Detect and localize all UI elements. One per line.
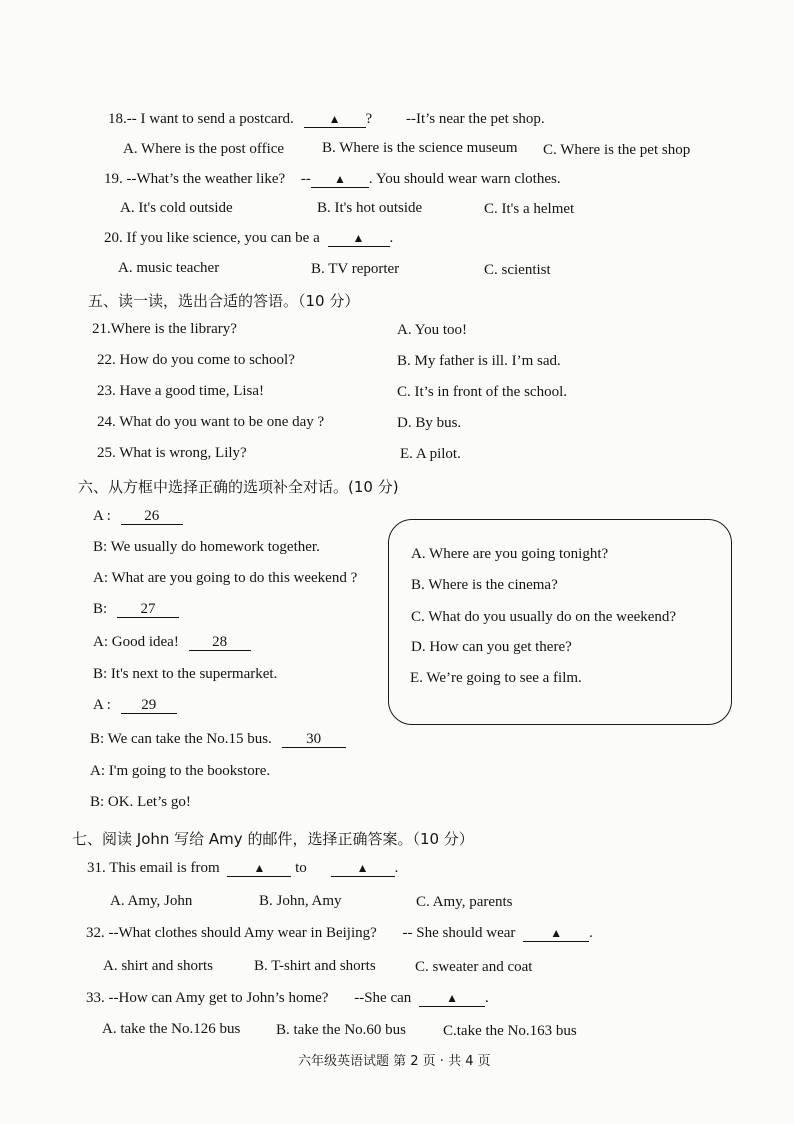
q33-stem: 33. --How can Amy get to John’s home?	[86, 990, 329, 1006]
s5-question-24: 24. What do you want to be one day ?	[97, 414, 325, 430]
box-option-d[interactable]: D. How can you get there?	[411, 639, 572, 655]
q33-option-a[interactable]: A. take the No.126 bus	[102, 1021, 241, 1037]
dialog-line-8	[90, 731, 346, 748]
q20-blank[interactable]: ▲	[328, 230, 390, 247]
question-20	[104, 230, 393, 247]
q33-response: --She can	[354, 990, 412, 1006]
question-19	[104, 171, 561, 188]
q32-stem: 32. --What clothes should Amy wear in Beijing?	[86, 925, 377, 941]
q32-option-c[interactable]: C. sweater and coat	[415, 959, 533, 975]
q32-option-a[interactable]: A. shirt and shorts	[103, 958, 213, 974]
dialog-speaker: B:	[93, 601, 108, 617]
dialog-line-9: A: I'm going to the bookstore.	[90, 763, 271, 779]
q32-option-b[interactable]: B. T-shirt and shorts	[254, 958, 376, 974]
s5-answer-d[interactable]: D. By bus.	[397, 415, 462, 431]
dialog-speaker: A :	[93, 508, 111, 524]
dialog-speaker: A :	[93, 697, 111, 713]
s5-question-25: 25. What is wrong, Lily?	[97, 445, 247, 461]
q31-mid: to	[295, 860, 307, 876]
q33-option-b[interactable]: B. take the No.60 bus	[276, 1022, 406, 1038]
q32-after: .	[589, 925, 593, 941]
dialog-line-4	[93, 601, 179, 618]
dialog-line-3: A: What are you going to do this weekend ?	[93, 570, 358, 586]
q31-option-a[interactable]: A. Amy, John	[110, 893, 193, 909]
s5-answer-e[interactable]: E. A pilot.	[400, 446, 461, 462]
q20-after: .	[389, 230, 394, 246]
s5-question-22: 22. How do you come to school?	[97, 352, 295, 368]
box-option-e[interactable]: E. We’re going to see a film.	[410, 670, 582, 686]
q20-option-c[interactable]: C. scientist	[484, 262, 551, 278]
box-option-c[interactable]: C. What do you usually do on the weekend?	[411, 609, 677, 625]
q18-response: --It’s near the pet shop.	[405, 111, 545, 127]
box-option-b[interactable]: B. Where is the cinema?	[411, 577, 558, 593]
q19-stem: 19. --What’s the weather like?	[104, 171, 286, 187]
box-option-a[interactable]: A. Where are you going tonight?	[411, 546, 609, 562]
q19-option-b[interactable]: B. It's hot outside	[317, 200, 423, 216]
question-31	[87, 860, 398, 877]
q18-stem: 18.-- I want to send a postcard.	[108, 111, 294, 127]
q18-after: ?	[365, 111, 373, 127]
q31-option-c[interactable]: C. Amy, parents	[416, 894, 513, 910]
q18-option-c[interactable]: C. Where is the pet shop	[543, 142, 691, 158]
q33-option-c[interactable]: C.take the No.163 bus	[443, 1023, 577, 1039]
q32-response: -- She should wear	[402, 925, 516, 941]
q31-blank-2[interactable]: ▲	[331, 860, 395, 877]
s5-answer-a[interactable]: A. You too!	[397, 322, 468, 338]
question-32	[86, 925, 593, 942]
q18-option-b[interactable]: B. Where is the science museum	[322, 140, 518, 156]
dialog-speaker: A: Good idea!	[93, 634, 179, 650]
dialog-line-2: B: We usually do homework together.	[93, 539, 320, 555]
dialog-line-10: B: OK. Let’s go!	[90, 794, 191, 810]
q33-after: .	[485, 990, 489, 1006]
section-5-title: 五、读一读，选出合适的答语。（10 分）	[88, 292, 360, 310]
question-33	[86, 990, 489, 1007]
dialog-blank-29[interactable]: 29	[121, 697, 177, 714]
q19-blank[interactable]: ▲	[311, 171, 369, 188]
s5-question-21: 21.Where is the library?	[92, 321, 237, 337]
dialog-line-5	[93, 634, 251, 651]
q19-option-a[interactable]: A. It's cold outside	[120, 200, 233, 216]
q19-after: . You should wear warn clothes.	[368, 171, 561, 187]
page-footer: 六年级英语试题 第 2 页 · 共 4 页	[298, 1054, 491, 1069]
q19-dash: --	[300, 171, 311, 187]
q18-blank[interactable]: ▲	[304, 111, 366, 128]
q18-option-a[interactable]: A. Where is the post office	[123, 141, 285, 157]
q20-stem: 20. If you like science, you can be a	[104, 230, 320, 246]
s5-answer-c[interactable]: C. It’s in front of the school.	[397, 384, 567, 400]
s5-answer-b[interactable]: B. My father is ill. I’m sad.	[397, 353, 561, 369]
dialog-text: B: We can take the No.15 bus.	[90, 731, 272, 747]
dialog-blank-27[interactable]: 27	[117, 601, 179, 618]
q20-option-b[interactable]: B. TV reporter	[311, 261, 400, 277]
q32-blank[interactable]: ▲	[523, 925, 589, 942]
section-6-title: 六、从方框中选择正确的选项补全对话。(10 分)	[78, 478, 399, 496]
section-7-title: 七、阅读 John 写给 Amy 的邮件，选择正确答案。（10 分）	[72, 830, 474, 848]
q31-option-b[interactable]: B. John, Amy	[259, 893, 342, 909]
q31-blank-1[interactable]: ▲	[227, 860, 291, 877]
question-18	[108, 111, 545, 128]
q31-stem: 31. This email is from	[87, 860, 220, 876]
dialog-line-7	[93, 697, 177, 714]
dialog-blank-30[interactable]: 30	[282, 731, 346, 748]
s5-question-23: 23. Have a good time, Lisa!	[97, 383, 265, 399]
q31-after: .	[394, 860, 399, 876]
q20-option-a[interactable]: A. music teacher	[118, 260, 220, 276]
dialog-line-6: B: It's next to the supermarket.	[93, 666, 278, 682]
q19-option-c[interactable]: C. It's a helmet	[484, 201, 575, 217]
dialog-blank-26[interactable]: 26	[121, 508, 183, 525]
q33-blank[interactable]: ▲	[419, 990, 485, 1007]
dialog-line-1	[93, 508, 183, 525]
dialog-blank-28[interactable]: 28	[189, 634, 251, 651]
